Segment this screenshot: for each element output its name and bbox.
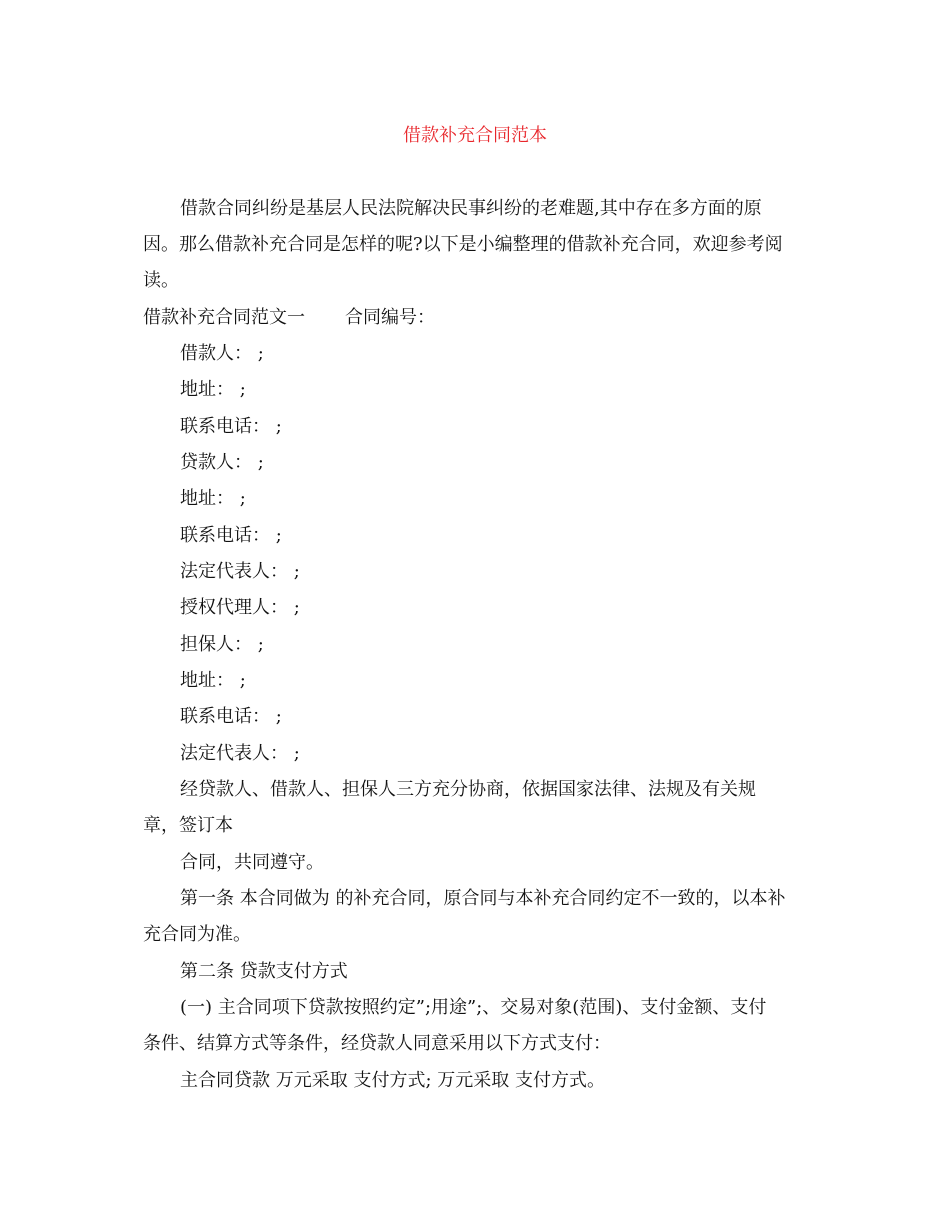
party-guarantor-legal-rep: 法定代表人： ; [180,743,300,764]
agreement-line-1: 经贷款人、借款人、担保人三方充分协商，依据国家法律、法规及有关规 [180,779,756,800]
intro-line-1: 借款合同纠纷是基层人民法院解决民事纠纷的老难题,其中存在多方面的原 [180,198,762,219]
article2-item1-line-2: 条件、结算方式等条件，经贷款人同意采用以下方式支付： [143,1033,611,1054]
agreement-line-3: 合同，共同遵守。 [180,852,324,873]
article2-item1-detail: 主合同贷款 万元采取 支付方式; 万元采取 支付方式。 [180,1070,605,1091]
document-title: 借款补充合同范本 [403,125,547,146]
party-lender-legal-rep: 法定代表人： ; [180,561,300,582]
article1-line-1: 第一条 本合同做为 的补充合同，原合同与本补充合同约定不一致的，以本补 [180,888,786,909]
sample-heading-row [143,305,813,331]
party-borrower-phone: 联系电话： ; [180,416,282,437]
party-lender: 贷款人： ; [180,452,264,473]
party-guarantor-address: 地址： ; [180,670,246,691]
sample-heading: 借款补充合同范文一 [143,307,305,328]
article1-line-2: 充合同为准。 [143,924,251,945]
party-guarantor-phone: 联系电话： ; [180,706,282,727]
party-lender-phone: 联系电话： ; [180,525,282,546]
contract-number-label: 合同编号： [345,307,435,328]
party-lender-address: 地址： ; [180,488,246,509]
intro-line-3: 读。 [143,270,179,291]
agreement-line-2: 章，签订本 [143,815,233,836]
party-lender-agent: 授权代理人： ; [180,597,300,618]
party-borrower: 借款人： ; [180,343,264,364]
article2-heading: 第二条 贷款支付方式 [180,961,348,982]
intro-line-2: 因。那么借款补充合同是怎样的呢?以下是小编整理的借款补充合同，欢迎参考阅 [143,234,783,255]
article2-item1-line-1: (一) 主合同项下贷款按照约定”;用途”;、交易对象(范围)、支付金额、支付 [180,997,767,1018]
party-guarantor: 担保人： ; [180,634,264,655]
party-borrower-address: 地址： ; [180,379,246,400]
